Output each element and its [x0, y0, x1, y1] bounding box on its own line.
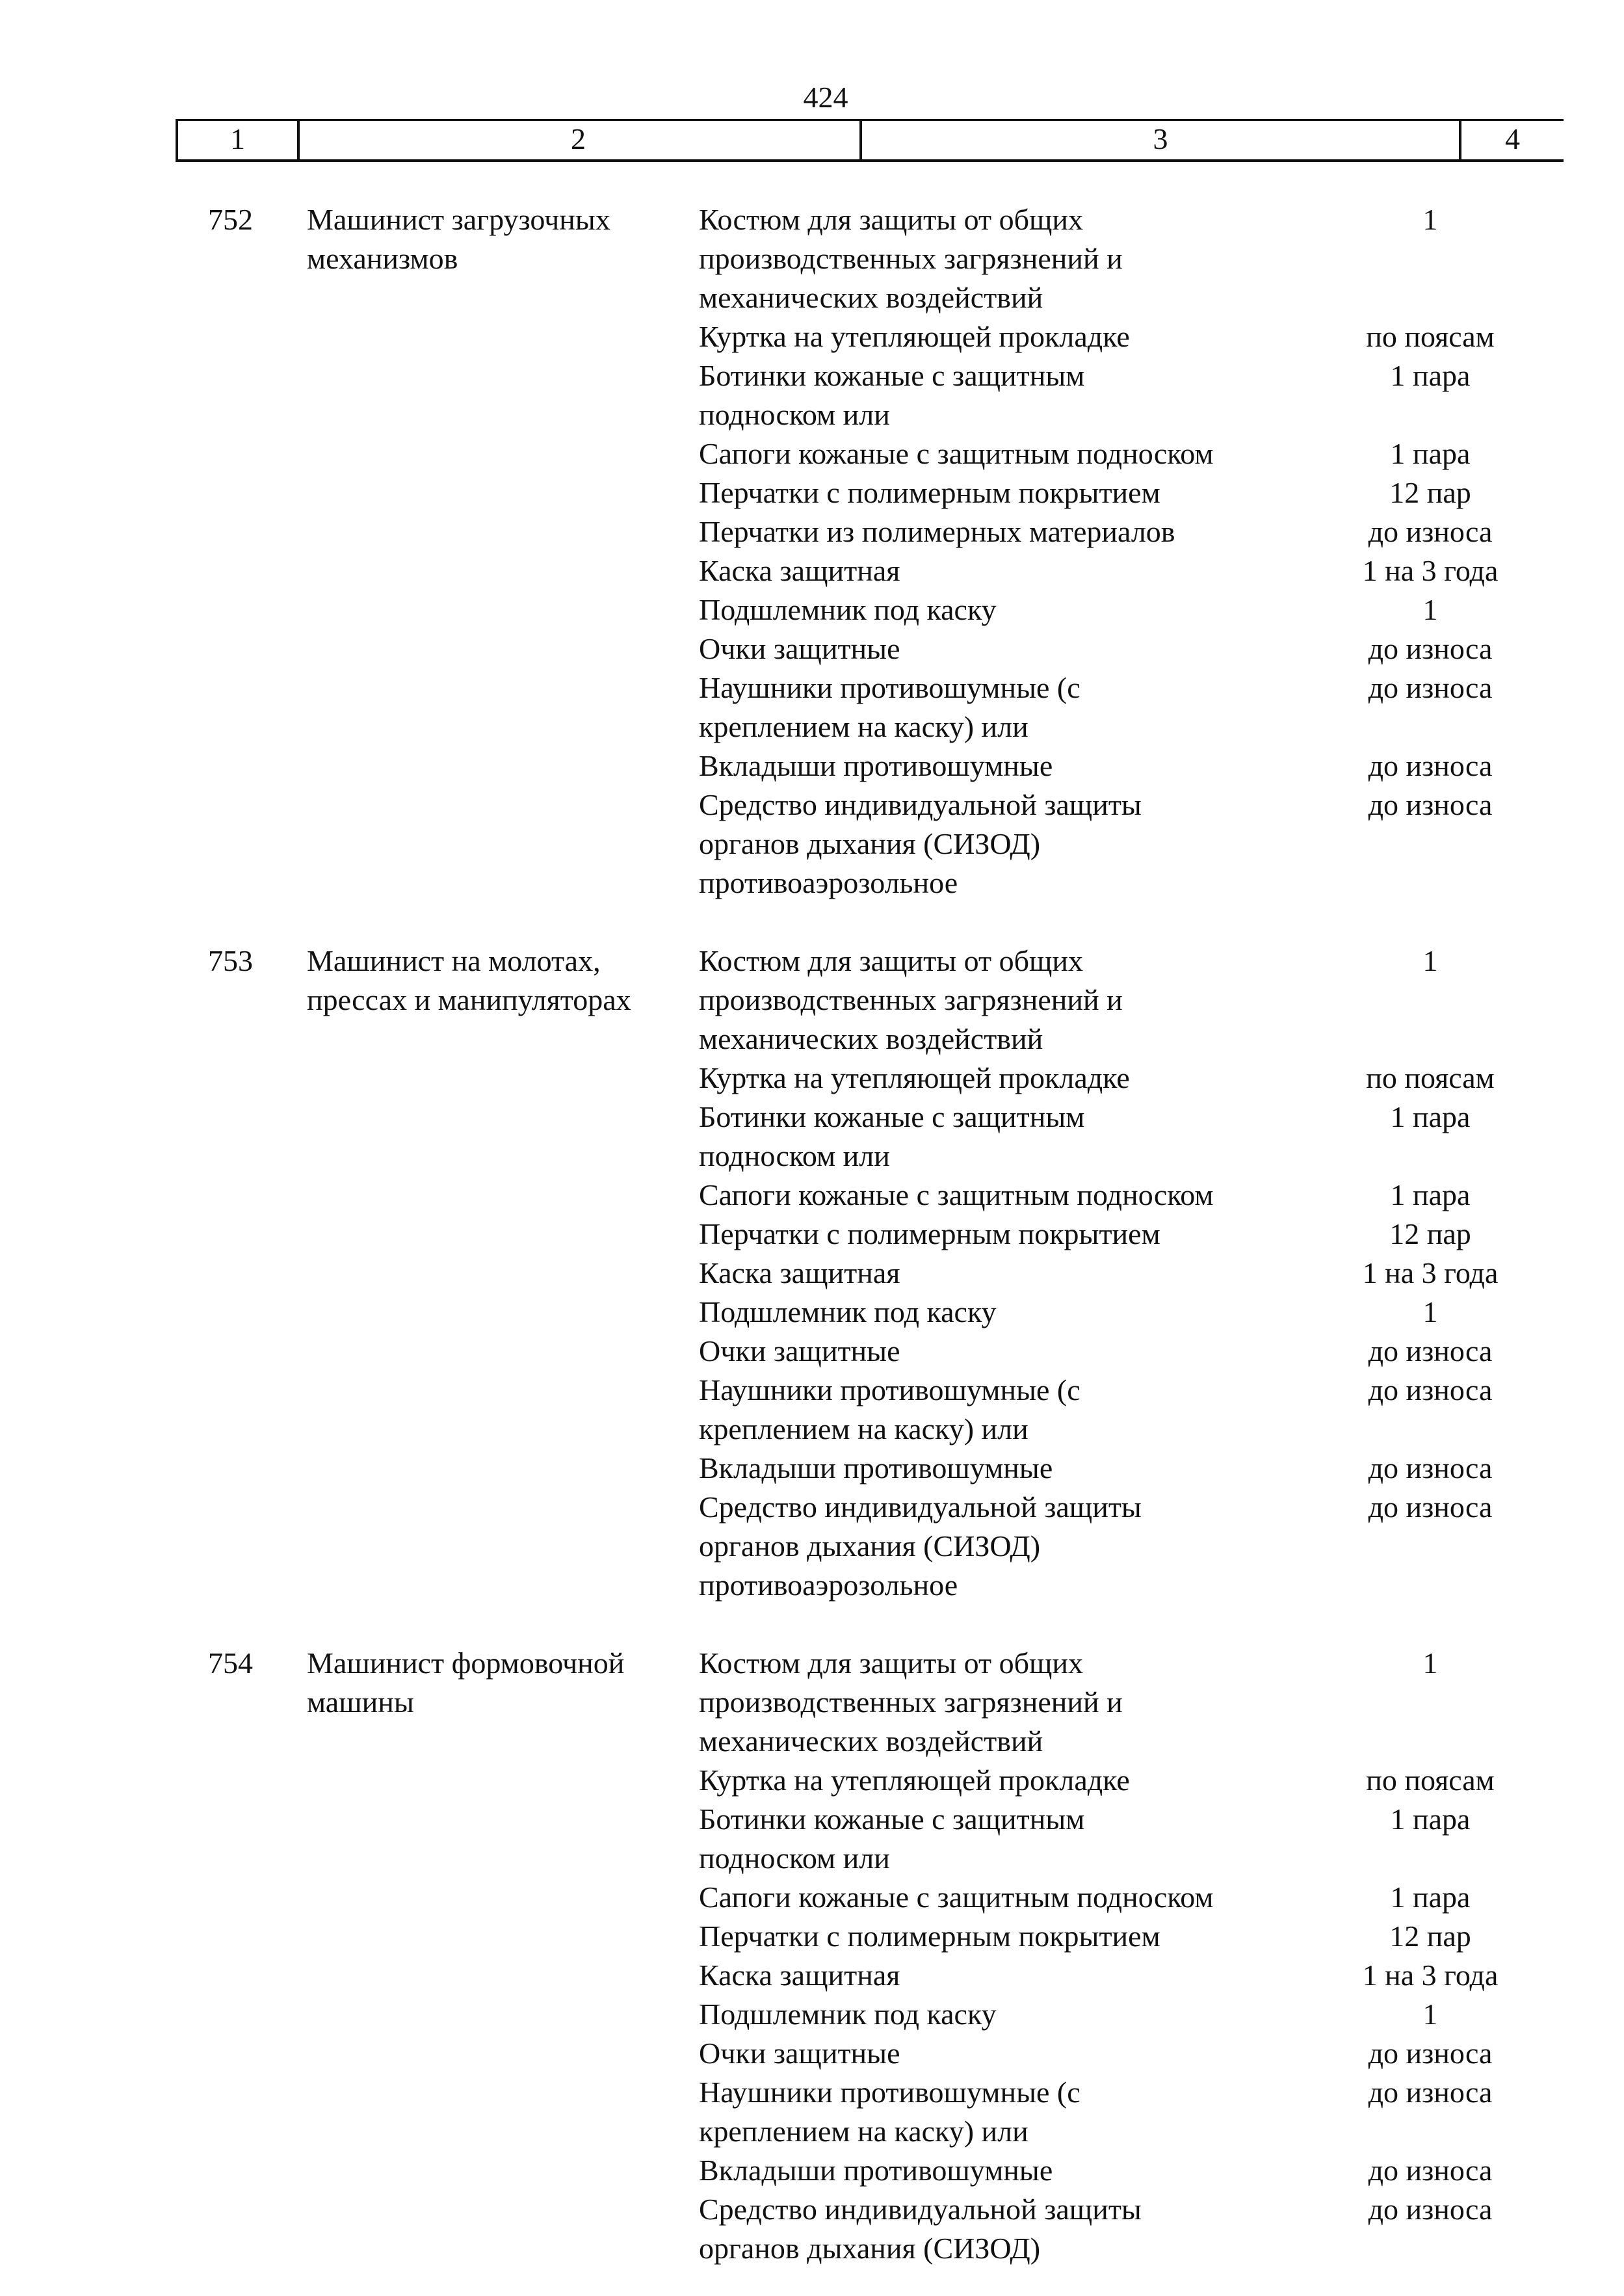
item-name: [699, 200, 1287, 317]
item-norm: 1 пара: [1390, 1880, 1471, 1914]
item-norm: до износа: [1368, 515, 1493, 548]
item-name: [699, 746, 1287, 785]
column-header-4: 4: [1505, 122, 1520, 155]
profession-line: Машинист загрузочных: [307, 203, 610, 236]
item-name-line: Сапоги кожаные с защитным подноском: [699, 1880, 1214, 1914]
item-norm: 12 пар: [1389, 476, 1471, 509]
item-name: [699, 551, 1287, 590]
profession-line: механизмов: [307, 242, 458, 275]
item-name-line: Вкладыши противошумные: [699, 2154, 1053, 2187]
item-norm: до износа: [1368, 2193, 1493, 2226]
item-name-line: органов дыхания (СИЗОД): [699, 2232, 1041, 2265]
item-norm: до износа: [1368, 1373, 1493, 1406]
item-norm: до износа: [1368, 2076, 1493, 2109]
section-number: 754: [208, 1646, 253, 1680]
item-name-line: Ботинки кожаные с защитным: [699, 1802, 1085, 1836]
item-name: [699, 473, 1287, 512]
item-norm: 1 пара: [1390, 359, 1471, 392]
item-name-line: Костюм для защиты от общих: [699, 1646, 1084, 1680]
item-name-line: креплением на каску) или: [699, 710, 1028, 743]
item-norm: до износа: [1368, 788, 1493, 821]
item-name-line: Подшлемник под каску: [699, 1295, 997, 1328]
item-name-line: Куртка на утепляющей прокладке: [699, 320, 1130, 353]
item-norm: 1 пара: [1390, 1100, 1471, 1133]
item-name-line: Каска защитная: [699, 1256, 900, 1289]
item-name: [699, 1488, 1287, 1605]
item-name-line: Ботинки кожаные с защитным: [699, 1100, 1085, 1133]
item-name-line: Перчатки с полимерным покрытием: [699, 476, 1160, 509]
item-norm: до износа: [1368, 1490, 1493, 1524]
item-norm: 1: [1422, 1295, 1438, 1328]
item-name: [699, 1293, 1287, 1332]
item-name: [699, 2151, 1287, 2190]
item-name-line: Очки защитные: [699, 2037, 900, 2070]
item-name-line: Ботинки кожаные с защитным: [699, 359, 1085, 392]
item-name: [699, 942, 1287, 1059]
item-norm: 1 пара: [1390, 437, 1471, 470]
item-norm: 12 пар: [1389, 1920, 1471, 1953]
item-name: [699, 1917, 1287, 1956]
item-name: [699, 1878, 1287, 1917]
item-name-line: Средство индивидуальной защиты: [699, 788, 1142, 821]
item-name: [699, 1371, 1287, 1449]
item-name: [699, 1761, 1287, 1800]
item-norm: 1: [1422, 1646, 1438, 1680]
item-name-line: Очки защитные: [699, 1334, 900, 1367]
item-name-line: противоаэрозольное: [699, 1568, 958, 1602]
section-number: 752: [208, 203, 253, 236]
item-name-line: Наушники противошумные (с: [699, 671, 1080, 704]
item-name-line: производственных загрязнений и: [699, 983, 1123, 1016]
column-header-row: [176, 119, 1564, 162]
item-norm: до износа: [1368, 2037, 1493, 2070]
profession-line: прессах и манипуляторах: [307, 983, 631, 1016]
item-name: [699, 1098, 1287, 1176]
item-name-line: Куртка на утепляющей прокладке: [699, 1061, 1130, 1094]
item-name-line: Наушники противошумные (с: [699, 1373, 1080, 1406]
item-norm: по поясам: [1366, 1763, 1495, 1797]
item-norm: 1: [1422, 593, 1438, 626]
item-name-line: Сапоги кожаные с защитным подноском: [699, 437, 1214, 470]
item-name: [699, 629, 1287, 668]
item-name-line: Подшлемник под каску: [699, 1998, 997, 2031]
item-name: [699, 1254, 1287, 1293]
item-name: [699, 1644, 1287, 1761]
item-name: [699, 1800, 1287, 1878]
item-name: [699, 356, 1287, 434]
item-norm: до износа: [1368, 2154, 1493, 2187]
item-name-line: Подшлемник под каску: [699, 593, 997, 626]
item-name-line: Перчатки с полимерным покрытием: [699, 1217, 1160, 1250]
item-norm: 1: [1422, 203, 1438, 236]
column-header-3: 3: [862, 119, 1461, 159]
item-norm: 1: [1422, 1998, 1438, 2031]
item-name-line: подноском или: [699, 1841, 890, 1875]
item-name: [699, 1449, 1287, 1488]
item-name-line: производственных загрязнений и: [699, 1685, 1123, 1719]
item-name-line: Наушники противошумные (с: [699, 2076, 1080, 2109]
column-header-1: 1: [176, 119, 300, 159]
item-norm: 1 пара: [1390, 1802, 1471, 1836]
item-name-line: противоаэрозольное: [699, 866, 958, 899]
item-name-line: Каска защитная: [699, 554, 900, 587]
item-name-line: подноском или: [699, 398, 890, 431]
item-name: [699, 1995, 1287, 2034]
section-profession: [307, 942, 677, 1020]
item-name-line: Очки защитные: [699, 632, 900, 665]
item-name-line: Вкладыши противошумные: [699, 749, 1053, 782]
item-name-line: Перчатки с полимерным покрытием: [699, 1920, 1160, 1953]
item-name-line: Сапоги кожаные с защитным подноском: [699, 1178, 1214, 1211]
page-number: 424: [803, 81, 848, 114]
item-name-line: Перчатки из полимерных материалов: [699, 515, 1175, 548]
item-name-line: Костюм для защиты от общих: [699, 203, 1084, 236]
item-name-line: органов дыхания (СИЗОД): [699, 1529, 1041, 1563]
item-name-line: креплением на каску) или: [699, 2115, 1028, 2148]
item-name: [699, 1956, 1287, 1995]
item-norm: до износа: [1368, 671, 1493, 704]
item-name: [699, 512, 1287, 551]
profession-line: Машинист формовочной: [307, 1646, 625, 1680]
item-norm: 12 пар: [1389, 1217, 1471, 1250]
section-number: 753: [208, 944, 253, 977]
item-norm: 1 на 3 года: [1362, 1256, 1499, 1289]
item-name-line: Средство индивидуальной защиты: [699, 1490, 1142, 1524]
item-name: [699, 590, 1287, 629]
item-norm: до износа: [1368, 632, 1493, 665]
item-name-line: Куртка на утепляющей прокладке: [699, 1763, 1130, 1797]
item-name-line: механических воздействий: [699, 1022, 1043, 1055]
item-name: [699, 1059, 1287, 1098]
item-name-line: механических воздействий: [699, 1724, 1043, 1758]
item-name: [699, 1176, 1287, 1215]
item-norm: до износа: [1368, 749, 1493, 782]
item-name-line: Средство индивидуальной защиты: [699, 2193, 1142, 2226]
item-name-line: органов дыхания (СИЗОД): [699, 827, 1041, 860]
item-name-line: Вкладыши противошумные: [699, 1451, 1053, 1484]
item-norm: 1 на 3 года: [1362, 554, 1499, 587]
item-name: [699, 2034, 1287, 2073]
item-name-line: креплением на каску) или: [699, 1412, 1028, 1445]
section-profession: [307, 1644, 677, 1722]
item-norm: 1 на 3 года: [1362, 1959, 1499, 1992]
section-profession: [307, 200, 677, 278]
profession-line: Машинист на молотах,: [307, 944, 601, 977]
item-norm: 1 пара: [1390, 1178, 1471, 1211]
item-name-line: Каска защитная: [699, 1959, 900, 1992]
item-name-line: механических воздействий: [699, 281, 1043, 314]
item-norm: до износа: [1368, 1451, 1493, 1484]
column-header-2: 2: [297, 119, 862, 159]
item-norm: по поясам: [1366, 1061, 1495, 1094]
item-norm: до износа: [1368, 1334, 1493, 1367]
item-name: [699, 785, 1287, 903]
item-name: [699, 1332, 1287, 1371]
profession-line: машины: [307, 1685, 414, 1719]
item-name: [699, 317, 1287, 356]
item-name: [699, 1215, 1287, 1254]
item-name-line: подноском или: [699, 1139, 890, 1172]
item-name-line: производственных загрязнений и: [699, 242, 1123, 275]
item-norm: 1: [1422, 944, 1438, 977]
item-name-line: Костюм для защиты от общих: [699, 944, 1084, 977]
item-name: [699, 2190, 1287, 2268]
item-name: [699, 2073, 1287, 2151]
item-name: [699, 668, 1287, 746]
item-norm: по поясам: [1366, 320, 1495, 353]
item-name: [699, 434, 1287, 473]
